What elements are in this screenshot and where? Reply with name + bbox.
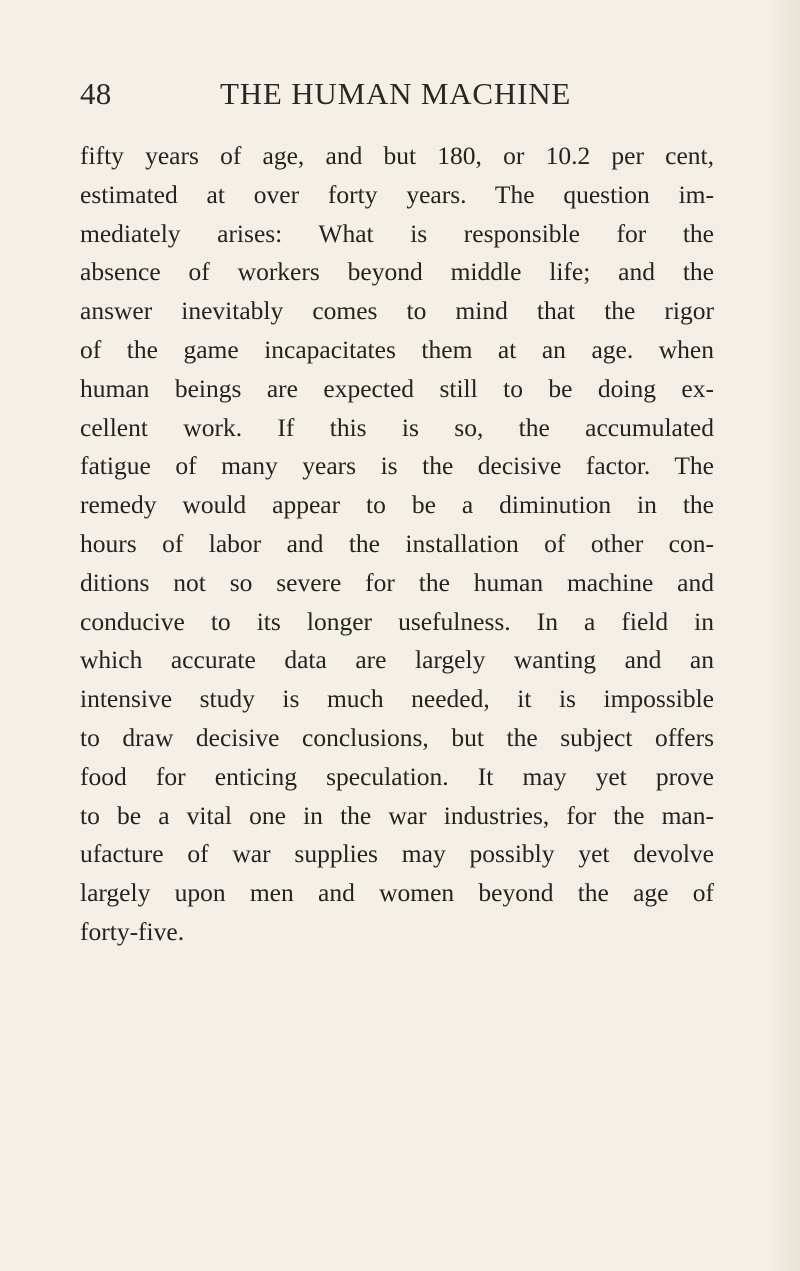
text-line: which accurate data are largely wanting and an xyxy=(80,645,714,675)
text-line: ditions not so severe for the human machine and xyxy=(80,567,714,597)
text-line: estimated at over forty years. The question im- xyxy=(80,179,714,209)
text-line: intensive study is much needed, it is impossible xyxy=(80,684,714,714)
text-line: fatigue of many years is the decisive factor. The xyxy=(80,451,714,481)
text-line: cellent work. If this is so, the accumulated xyxy=(80,412,714,442)
text-line: fifty years of age, and but 180, or 10.2 per cent, xyxy=(80,141,714,170)
text-line: ufacture of war supplies may possibly yet devolve xyxy=(80,839,714,869)
text-line: food for enticing speculation. It may yet prove xyxy=(80,761,714,791)
text-line: largely upon men and women beyond the age of xyxy=(80,878,714,908)
text-line: conducive to its longer usefulness. In a field in xyxy=(80,606,714,636)
text-line: mediately arises: What is responsible for the xyxy=(80,218,714,248)
running-head: THE HUMAN MACHINE xyxy=(220,76,572,111)
text-line: hours of labor and the installation of other con- xyxy=(80,528,714,558)
body-paragraph xyxy=(80,137,714,952)
page-number: 48 xyxy=(80,76,112,111)
page-header xyxy=(80,76,720,116)
text-line: answer inevitably comes to mind that the rigor xyxy=(80,296,714,326)
text-line: to draw decisive conclusions, but the subject offers xyxy=(80,722,714,752)
text-line: absence of workers beyond middle life; and the xyxy=(80,257,714,287)
text-line: to be a vital one in the war industries, for the man- xyxy=(80,800,714,830)
text-line: forty-five. xyxy=(80,916,185,946)
text-line: remedy would appear to be a diminution in the xyxy=(80,490,714,520)
text-line: human beings are expected still to be doing ex- xyxy=(80,373,714,403)
text-line: of the game incapacitates them at an age. when xyxy=(80,334,714,364)
